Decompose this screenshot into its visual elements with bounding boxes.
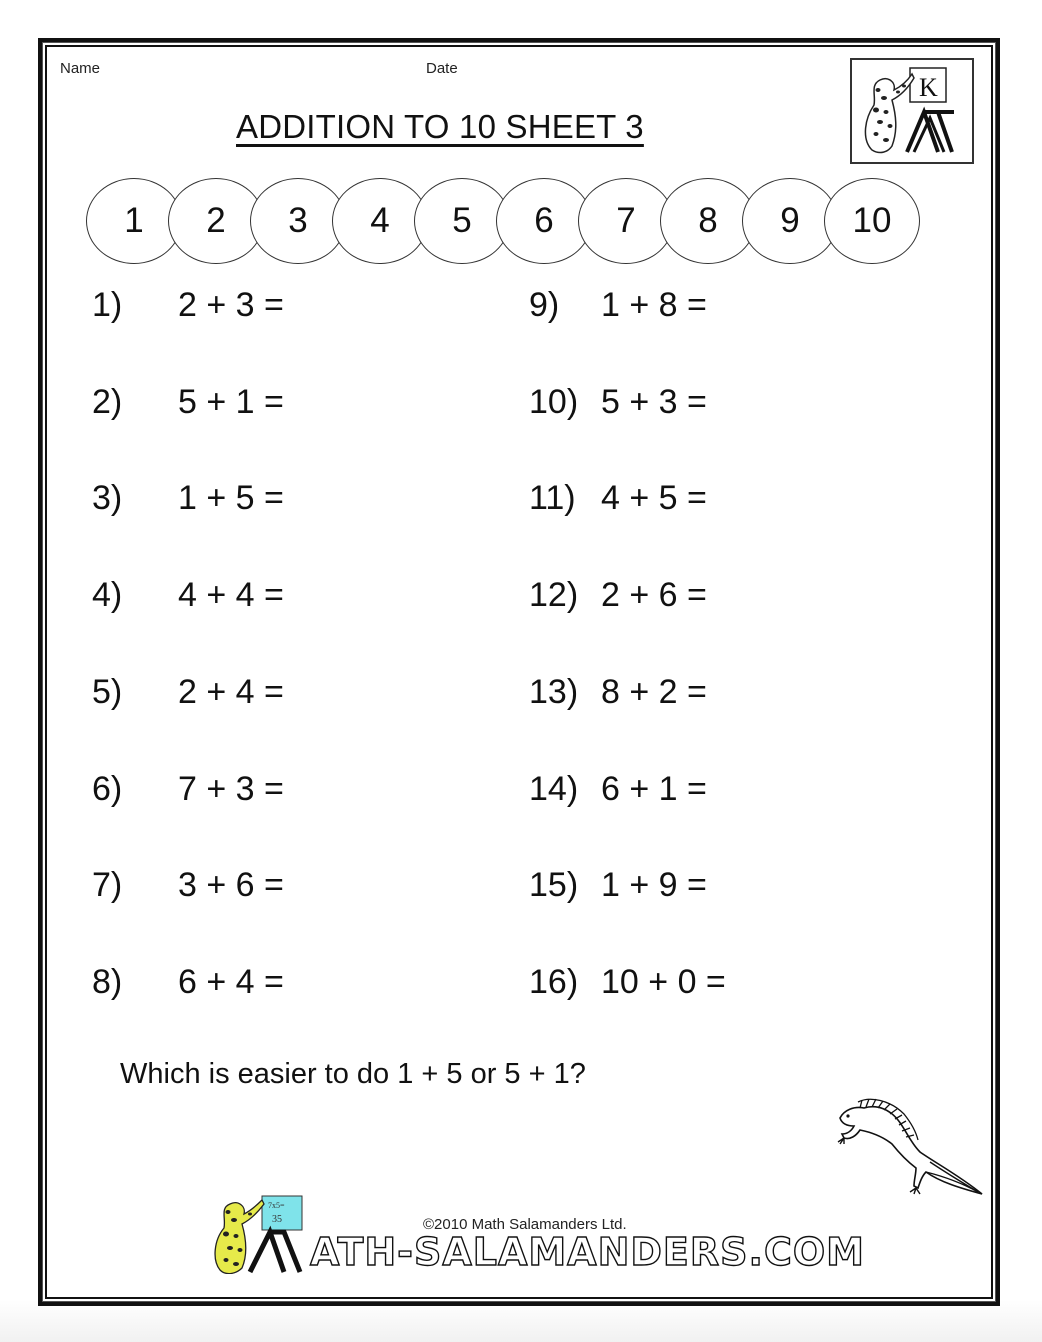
problem-expression: 8 + 2 = [601, 673, 707, 711]
problem-number: 3) [92, 479, 123, 517]
name-label: Name [60, 60, 101, 77]
number-line [86, 178, 926, 264]
worksheet-title: ADDITION TO 10 SHEET 3 [236, 108, 644, 145]
problem-expression: 2 + 4 = [178, 673, 284, 711]
problem-expression: 1 + 9 = [601, 866, 707, 904]
brand-wordmark: ATH-SALAMANDERS.COM [310, 1230, 865, 1274]
kindergarten-logo [850, 58, 974, 164]
svg-text:35: 35 [272, 1214, 282, 1225]
problem-number: 16) [529, 963, 579, 1001]
problem-number: 9) [529, 286, 560, 324]
problem-number: 2) [92, 383, 123, 421]
number-circle: 5 [414, 178, 510, 264]
svg-text:7x5=: 7x5= [268, 1201, 285, 1210]
problem-expression: 7 + 3 = [178, 770, 284, 808]
problem-expression: 4 + 4 = [178, 576, 284, 614]
problem-number: 4) [92, 576, 123, 614]
problem-number: 11) [529, 479, 576, 517]
number-circle: 7 [578, 178, 674, 264]
problem-number: 1) [92, 286, 123, 324]
problem-number: 8) [92, 963, 123, 1001]
problem-expression: 5 + 3 = [601, 383, 707, 421]
problem-expression: 5 + 1 = [178, 383, 284, 421]
problem-number: 13) [529, 673, 579, 711]
math-salamanders-logo [210, 1192, 310, 1279]
problem-expression: 1 + 8 = [601, 286, 707, 324]
salamander-icon [830, 1096, 990, 1196]
problem-number: 6) [92, 770, 123, 808]
problem-number: 12) [529, 576, 579, 614]
copyright-text: ©2010 Math Salamanders Ltd. [423, 1216, 627, 1233]
problem-expression: 2 + 6 = [601, 576, 707, 614]
number-circle: 1 [86, 178, 182, 264]
problem-number: 10) [529, 383, 579, 421]
number-circle: 8 [660, 178, 756, 264]
date-label: Date [426, 60, 458, 77]
number-circle: 3 [250, 178, 346, 264]
number-circle: 6 [496, 178, 592, 264]
bonus-question: Which is easier to do 1 + 5 or 5 + 1? [120, 1058, 586, 1090]
salamander-board-icon [210, 1192, 310, 1274]
problem-expression: 6 + 4 = [178, 963, 284, 1001]
problem-number: 7) [92, 866, 123, 904]
svg-text:K: K [919, 73, 938, 102]
salamander-drawing [830, 1096, 990, 1201]
problem-number: 14) [529, 770, 579, 808]
problem-expression: 1 + 5 = [178, 479, 284, 517]
problem-expression: 10 + 0 = [601, 963, 726, 1001]
problem-expression: 3 + 6 = [178, 866, 284, 904]
number-circle: 10 [824, 178, 920, 264]
problem-number: 15) [529, 866, 579, 904]
problem-expression: 6 + 1 = [601, 770, 707, 808]
number-circle: 4 [332, 178, 428, 264]
problem-expression: 4 + 5 = [601, 479, 707, 517]
number-circle: 2 [168, 178, 264, 264]
problem-number: 5) [92, 673, 123, 711]
number-circle: 9 [742, 178, 838, 264]
salamander-easel-icon [852, 60, 972, 162]
problem-expression: 2 + 3 = [178, 286, 284, 324]
